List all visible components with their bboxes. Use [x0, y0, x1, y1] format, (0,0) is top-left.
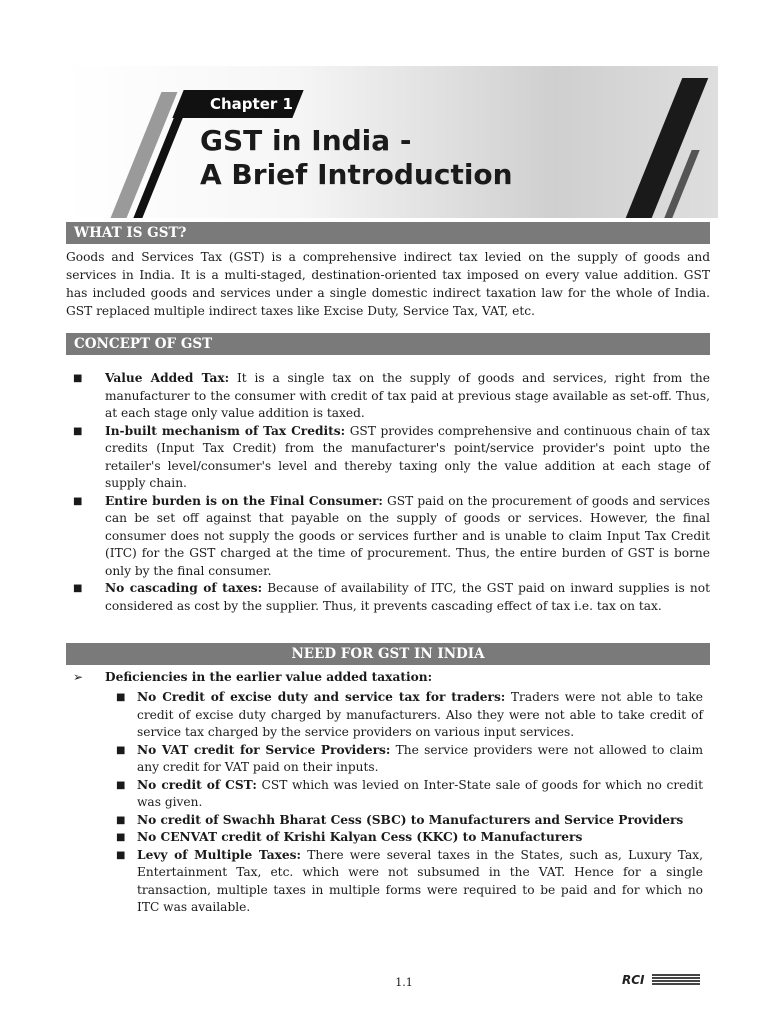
- list-item: [66, 423, 710, 493]
- chapter-label: Chapter 1: [210, 95, 293, 113]
- item-text: Because of availability of ITC, the GST paid on inward supplies is not considered as cost by the supplier. Thus, it prevents cascading effect of tax i.e. tax on tax.: [105, 581, 710, 613]
- publisher-logo: [610, 972, 700, 988]
- square-bullet-icon: ■: [116, 849, 126, 861]
- item-text: There were several taxes in the States, such as, Luxury Tax, Entertainment Tax, etc. which were not subsumed in the VAT. Hence for a single transaction, multiple taxes in multiple forms were required to be paid and for which no ITC was available.: [137, 847, 703, 914]
- section-heading-need: NEED FOR GST IN INDIA: [66, 643, 710, 665]
- logo-text: RCI: [622, 973, 645, 987]
- list-item: [116, 777, 703, 812]
- square-bullet-icon: ■: [116, 814, 126, 826]
- item-term: Entire burden is on the Final Consumer:: [105, 493, 383, 508]
- item-text: CST which was levied on Inter-State sale of goods for which no credit was given.: [137, 777, 703, 809]
- chapter-banner: [66, 66, 718, 218]
- item-text: GST provides comprehensive and continuous chain of tax credits (Input Tax Credit) from the manufacturer's point/service provider's point upto the retailer's level/consumer's level and thereby taxing only the value addition at each stage of supply chain.: [105, 423, 710, 490]
- chapter-tab: [172, 90, 303, 118]
- chapter-title-line1: GST in India -: [200, 124, 412, 157]
- square-bullet-icon: ■: [73, 495, 83, 507]
- list-item: [116, 689, 703, 742]
- item-term: No Credit of excise duty and service tax for traders:: [137, 690, 506, 704]
- list-item: [66, 580, 710, 615]
- item-term: No CENVAT credit of Krishi Kalyan Cess (KKC) to Manufacturers: [137, 830, 583, 844]
- list-item: [116, 829, 703, 847]
- square-bullet-icon: ■: [73, 373, 83, 384]
- square-bullet-icon: ■: [73, 583, 83, 594]
- list-item: [116, 742, 703, 777]
- item-text: GST paid on the procurement of goods and services can be set off against that payable on the supply of goods or services. However, the final consumer does not supply the goods or services further and is unable to claim Input Tax Credit (ITC) for the GST charged at the time of procurement. Thus, the entire burden of GST is borne only by the final consumer.: [105, 493, 710, 578]
- list-item: [116, 847, 703, 917]
- square-bullet-icon: ■: [73, 425, 83, 437]
- page-number: 1.1: [395, 976, 413, 989]
- need-list: [116, 689, 703, 917]
- item-term: Value Added Tax:: [105, 371, 230, 385]
- need-sub-heading-label: Deficiencies in the earlier value added taxation:: [105, 670, 433, 684]
- item-term: No credit of CST:: [137, 777, 257, 792]
- what-is-gst-paragraph: Goods and Services Tax (GST) is a comprehensive indirect tax levied on the supply of goods and services in India. It is a multi-staged, destination-oriented tax imposed on every value addition. GST has included goods and services under a single domestic indirect taxation law for the whole of India. GST replaced multiple indirect taxes like Excise Duty, Service Tax, VAT, etc.: [66, 250, 710, 318]
- chapter-title-line2: A Brief Introduction: [200, 158, 513, 191]
- list-item: [116, 812, 703, 830]
- item-text: It is a single tax on the supply of goods and services, right from the manufacturer to the consumer with credit of tax paid at previous stage available as set-off. Thus, at each stage only value addition is taxed.: [105, 371, 710, 420]
- concept-list: [66, 370, 710, 615]
- square-bullet-icon: ■: [116, 779, 126, 791]
- item-term: In-built mechanism of Tax Credits:: [105, 423, 346, 438]
- square-bullet-icon: ■: [116, 832, 126, 843]
- arrow-bullet-icon: ➢: [73, 670, 84, 684]
- item-text: The service providers were not allowed to claim any credit for VAT paid on their inputs.: [137, 742, 703, 774]
- banner-stripe-right-1: [626, 78, 709, 218]
- section-heading-what-is-gst: WHAT IS GST?: [66, 222, 710, 244]
- item-term: Levy of Multiple Taxes:: [137, 847, 302, 862]
- square-bullet-icon: ■: [116, 692, 126, 703]
- logo-lines: [652, 974, 700, 986]
- chapter-title: [200, 124, 513, 192]
- list-item: [66, 370, 710, 423]
- item-term: No cascading of taxes:: [105, 581, 263, 595]
- list-item: [66, 493, 710, 581]
- item-term: No credit of Swachh Bharat Cess (SBC) to Manufacturers and Service Providers: [137, 812, 684, 827]
- item-text: Traders were not able to take credit of excise duty charged by manufacturers. Also they were not able to take credit of service tax charged by the service providers on various input services.: [137, 690, 703, 739]
- item-term: No VAT credit for Service Providers:: [137, 742, 391, 757]
- section-heading-concept: CONCEPT OF GST: [66, 333, 710, 355]
- square-bullet-icon: ■: [116, 744, 126, 756]
